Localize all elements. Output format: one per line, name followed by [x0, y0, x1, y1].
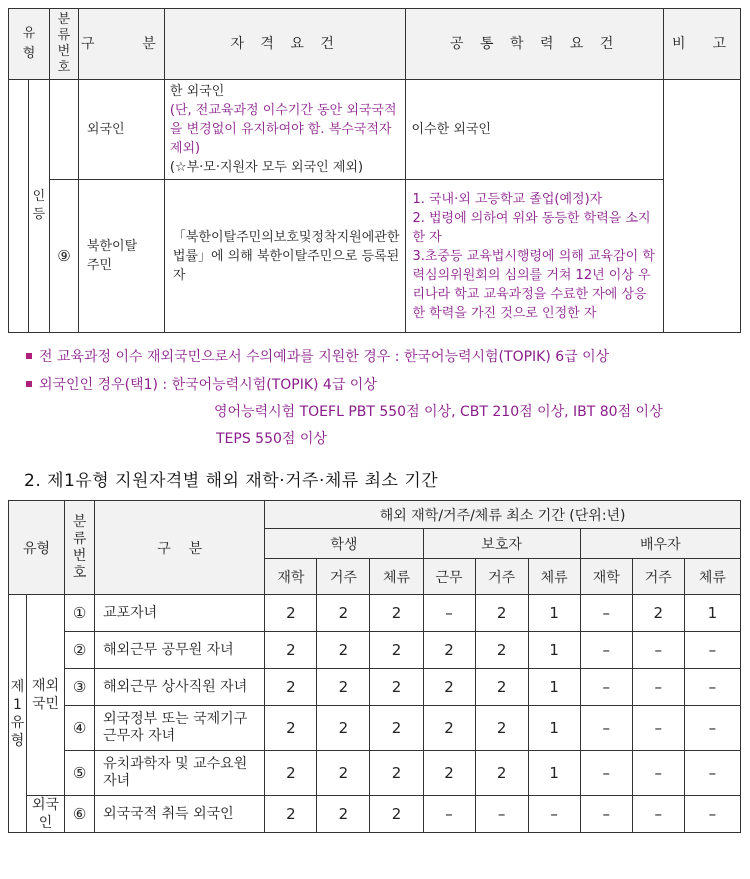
- period-value: 2: [265, 632, 317, 669]
- row-foreigner: [9, 80, 741, 180]
- period-value: –: [580, 632, 632, 669]
- row-category: 교포자녀: [95, 595, 265, 632]
- period-value: 2: [317, 669, 370, 706]
- note-toefl: 영어능력시험 TOEFL PBT 550점 이상, CBT 210점 이상, IBT 80점 이상: [214, 404, 663, 420]
- header-category: 구 분: [78, 9, 164, 80]
- header-sub: 거주: [475, 559, 528, 595]
- period-value: –: [632, 796, 684, 833]
- period-value: 2: [423, 751, 475, 796]
- group-label: 인 등: [28, 80, 49, 333]
- period-value: –: [684, 751, 740, 796]
- period-value: 2: [475, 751, 528, 796]
- row-no: ⑥: [65, 796, 95, 833]
- table-row: [9, 669, 741, 706]
- qual-exclusion: (☆부·모·지원자 모두 외국인 제외): [169, 160, 364, 175]
- period-value: 1: [528, 595, 580, 632]
- period-value: 2: [423, 669, 475, 706]
- group-foreigner: 외국 인: [27, 796, 65, 833]
- period-value: 2: [632, 595, 684, 632]
- header-common-education: 공 통 학 력 요 건: [406, 9, 664, 80]
- row-category: 유치과학자 및 교수요원 자녀: [95, 751, 265, 796]
- row-education: 이수한 외국인: [406, 80, 664, 180]
- table-row: [9, 706, 741, 751]
- period-value: 2: [317, 595, 370, 632]
- header-group-student: 학생: [265, 529, 423, 559]
- period-value: 2: [370, 706, 423, 751]
- type-label: 제 1 유 형: [9, 595, 27, 833]
- period-value: 2: [265, 751, 317, 796]
- header-sub: 거주: [317, 559, 370, 595]
- header-class-no: 분 류 번 호: [49, 9, 78, 80]
- period-value: –: [684, 632, 740, 669]
- period-value: –: [632, 669, 684, 706]
- period-value: 2: [370, 669, 423, 706]
- period-value: 2: [370, 751, 423, 796]
- header-sub: 근무: [423, 559, 475, 595]
- section-title: 2. 제1유형 지원자격별 해외 재학·거주·체류 최소 기간: [24, 471, 439, 491]
- row-remarks: [664, 80, 741, 333]
- header-type: 유 형: [9, 9, 50, 80]
- period-value: –: [580, 751, 632, 796]
- header-remarks: 비 고: [664, 9, 741, 80]
- period-value: 2: [265, 669, 317, 706]
- row-category: 외국정부 또는 국제기구 근무자 자녀: [95, 706, 265, 751]
- header-qualification: 자 격 요 건: [164, 9, 406, 80]
- row-no: ④: [65, 706, 95, 751]
- period-value: 2: [475, 632, 528, 669]
- period-body: [9, 595, 741, 833]
- header-sub: 체류: [370, 559, 423, 595]
- period-value: 2: [423, 706, 475, 751]
- period-header-row1: [9, 501, 741, 529]
- period-value: –: [528, 796, 580, 833]
- header-group-guardian: 보호자: [423, 529, 580, 559]
- period-value: 2: [475, 595, 528, 632]
- period-value: 1: [528, 632, 580, 669]
- period-value: –: [632, 632, 684, 669]
- period-value: 1: [528, 669, 580, 706]
- table-row: [9, 751, 741, 796]
- row-category: 외국인: [78, 80, 164, 180]
- eligibility-header-row: [9, 9, 741, 80]
- header-group-spouse: 배우자: [580, 529, 740, 559]
- period-value: 2: [317, 796, 370, 833]
- residence-period-table: [8, 500, 741, 833]
- qual-line1: 한 외국인: [169, 84, 225, 99]
- period-value: –: [475, 796, 528, 833]
- row-no: ①: [65, 595, 95, 632]
- outer-spacer: [9, 80, 29, 333]
- education-item: 3.초중등 교육법시행령에 의해 교육감이 학력심의위원회의 심의를 거쳐 12년 이상 우리나라 학교 교육과정을 수료한 자에 상응한 학력을 가진 것으로 인정한 자: [412, 248, 655, 321]
- period-value: 1: [528, 751, 580, 796]
- header-sub: 체류: [684, 559, 740, 595]
- group-overseas-korean: 재외 국민: [27, 595, 65, 796]
- period-value: –: [684, 669, 740, 706]
- period-value: –: [684, 796, 740, 833]
- bullet-icon: [26, 381, 32, 387]
- row-no: ③: [65, 669, 95, 706]
- bullet-icon: [26, 353, 32, 359]
- row-no: [49, 80, 78, 180]
- period-value: –: [632, 706, 684, 751]
- table-row: [9, 632, 741, 669]
- period-value: 2: [423, 632, 475, 669]
- eligibility-table: [8, 8, 741, 333]
- period-value: 2: [370, 796, 423, 833]
- table-row: [9, 595, 741, 632]
- header-class-no: 분 류 번 호: [65, 501, 95, 595]
- header-category: 구 분: [95, 501, 265, 595]
- period-value: –: [423, 796, 475, 833]
- row-no: ②: [65, 632, 95, 669]
- period-value: 2: [317, 751, 370, 796]
- education-item: 1. 국내·외 고등학교 졸업(예정)자: [412, 191, 603, 207]
- qual-condition: (단, 전교육과정 이수기간 동안 외국국적을 변경없이 유지하여야 함. 복수국적자 제외): [169, 103, 397, 156]
- period-value: 1: [684, 595, 740, 632]
- period-value: –: [580, 669, 632, 706]
- period-value: 2: [317, 706, 370, 751]
- education-item: 2. 법령에 의하여 위와 동등한 학력을 소지한 자: [412, 210, 651, 245]
- header-sub: 재학: [265, 559, 317, 595]
- row-qualification: [164, 80, 406, 180]
- header-period-title: 해외 재학/거주/체류 최소 기간 (단위:년): [265, 501, 741, 529]
- period-value: –: [580, 595, 632, 632]
- period-value: 2: [475, 669, 528, 706]
- period-value: 2: [265, 706, 317, 751]
- header-sub: 거주: [632, 559, 684, 595]
- period-value: –: [580, 796, 632, 833]
- row-no: ⑤: [65, 751, 95, 796]
- row-no: ⑨: [49, 180, 78, 333]
- note-topik4: 외국인인 경우(택1) : 한국어능력시험(TOPIK) 4급 이상: [26, 374, 377, 394]
- row-category: 외국국적 취득 외국인: [95, 796, 265, 833]
- note-teps: TEPS 550점 이상: [216, 431, 327, 447]
- period-value: –: [684, 706, 740, 751]
- period-value: 2: [265, 796, 317, 833]
- period-value: 1: [528, 706, 580, 751]
- period-value: –: [632, 751, 684, 796]
- row-category: 북한이탈 주민: [78, 180, 164, 333]
- row-defector: [9, 180, 741, 333]
- row-category: 해외근무 공무원 자녀: [95, 632, 265, 669]
- row-category: 해외근무 상사직원 자녀: [95, 669, 265, 706]
- period-value: 2: [370, 632, 423, 669]
- period-value: 2: [265, 595, 317, 632]
- table-row: [9, 796, 741, 833]
- note-topik6: 전 교육과정 이수 재외국민으로서 수의예과를 지원한 경우 : 한국어능력시험(TOPIK) 6급 이상: [26, 346, 609, 366]
- period-value: 2: [370, 595, 423, 632]
- period-value: 2: [475, 706, 528, 751]
- row-qualification: 「북한이탈주민의보호및정착지원에관한법률」에 의해 북한이탈주민으로 등록된 자: [164, 180, 406, 333]
- header-type: 유형: [9, 501, 65, 595]
- header-sub: 체류: [528, 559, 580, 595]
- period-value: –: [580, 706, 632, 751]
- period-value: 2: [317, 632, 370, 669]
- row-education-list: [406, 180, 664, 333]
- period-value: –: [423, 595, 475, 632]
- header-sub: 재학: [580, 559, 632, 595]
